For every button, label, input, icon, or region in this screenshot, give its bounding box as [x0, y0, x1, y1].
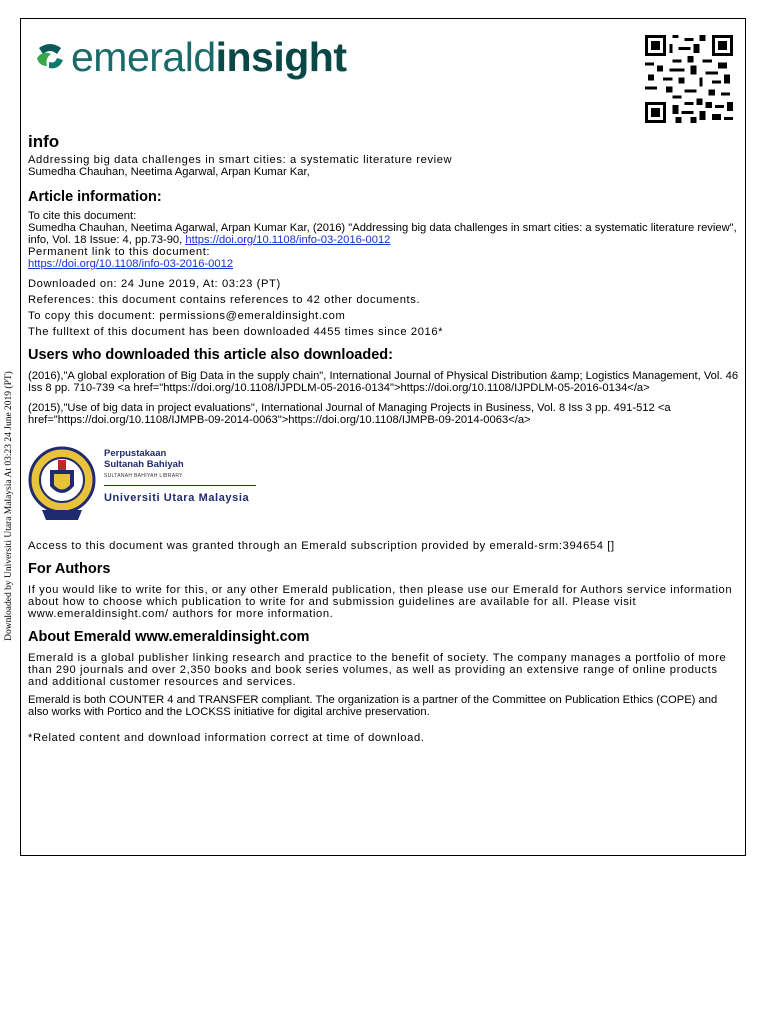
permanent-doi-link[interactable]: https://doi.org/10.1108/info-03-2016-0012	[28, 258, 234, 270]
about-emerald-para2: Emerald is both COUNTER 4 and TRANSFER compliant. The organization is a partner of the Committee on Publication Ethics (COPE) and also works with Portico and the LOCKSS initiative for digital archive preservation.	[28, 694, 718, 718]
article-authors: Sumedha Chauhan, Neetima Agarwal, Arpan Kumar Kar,	[28, 166, 310, 178]
article-information-heading: Article information:	[28, 189, 162, 205]
for-authors-text: If you would like to write for this, or any other Emerald publication, then please use our Emerald for Authors service information about how to choose which publication to write for and submission guidelines are available for all. Please visit www.emeraldinsight.com/ authors for more information.	[28, 584, 733, 620]
side-download-note: Downloaded by Universiti Utara Malaysia At 03:23 24 June 2019 (PT)	[4, 371, 14, 641]
citation	[28, 222, 740, 246]
logo-light-word: emerald	[71, 33, 216, 80]
cite-label: To cite this document:	[28, 210, 137, 222]
qr-code-icon[interactable]	[645, 35, 733, 123]
references-count: References: this document contains references to 42 other documents.	[28, 294, 421, 306]
permanent-link-label: Permanent link to this document:	[28, 246, 211, 258]
for-authors-heading: For Authors	[28, 561, 111, 577]
citation-text: Sumedha Chauhan, Neetima Agarwal, Arpan Kumar Kar, (2016) "Addressing big data challenges in smart cities: a systematic literature review", info, Vol. 18 Issue: 4, pp.73-90,	[28, 222, 737, 246]
downloaded-on: Downloaded on: 24 June 2019, At: 03:23 (PT)	[28, 278, 281, 290]
library-name-line1: Perpustakaan	[104, 448, 167, 459]
library-name-line2: Sultanah Bahiyah	[104, 459, 184, 470]
library-divider	[104, 485, 256, 486]
citation-doi-link[interactable]: https://doi.org/10.1108/info-03-2016-0012	[185, 234, 391, 246]
cover-page-frame	[20, 18, 746, 856]
about-emerald-heading: About Emerald www.emeraldinsight.com	[28, 629, 310, 645]
library-logo	[28, 440, 740, 540]
cover-content	[28, 132, 740, 744]
emerald-leaf-icon	[33, 40, 67, 74]
fulltext-downloads: The fulltext of this document has been downloaded 4455 times since 2016*	[28, 326, 444, 338]
emerald-insight-logo[interactable]	[33, 31, 347, 83]
article-title: Addressing big data challenges in smart cities: a systematic literature review	[28, 154, 453, 166]
copy-permissions: To copy this document: permissions@emeraldinsight.com	[28, 310, 346, 322]
university-seal-icon	[28, 440, 96, 528]
related-item-1: (2016),"A global exploration of Big Data in the supply chain", International Journal of Physical Distribution &amp; Logistics Management, Vol. 46 Iss 8 pp. 710-739 <a href="https://doi.org/10.1108/IJPDLM-05-2016-0134">https://doi.org/10.1108/IJPDLM-05-2016-0134</a>	[28, 370, 739, 394]
logo-bold-word: insight	[215, 33, 347, 80]
access-statement: Access to this document was granted through an Emerald subscription provided by emerald-srm:394654 []	[28, 540, 615, 552]
university-name: Universiti Utara Malaysia	[104, 492, 250, 504]
library-small-caption: SULTANAH BAHIYAH LIBRARY	[104, 473, 183, 479]
logo-wordmark	[71, 33, 347, 80]
footnote: *Related content and download information correct at time of download.	[28, 732, 425, 744]
users-downloaded-heading: Users who downloaded this article also downloaded:	[28, 347, 393, 363]
journal-title: info	[28, 132, 60, 151]
about-emerald-para1: Emerald is a global publisher linking research and practice to the benefit of society. The company manages a portfolio of more than 290 journals and over 2,350 books and book series volumes, as well as providing an extensive range of online products and additional customer resources and services.	[28, 652, 727, 688]
related-item-2: (2015),"Use of big data in project evaluations", International Journal of Managing Projects in Business, Vol. 8 Iss 3 pp. 491-512 <a href="https://doi.org/10.1108/IJMPB-09-2014-0063">https://doi.org/10.1108/IJMPB-09-2014-0063</a>	[28, 402, 671, 426]
